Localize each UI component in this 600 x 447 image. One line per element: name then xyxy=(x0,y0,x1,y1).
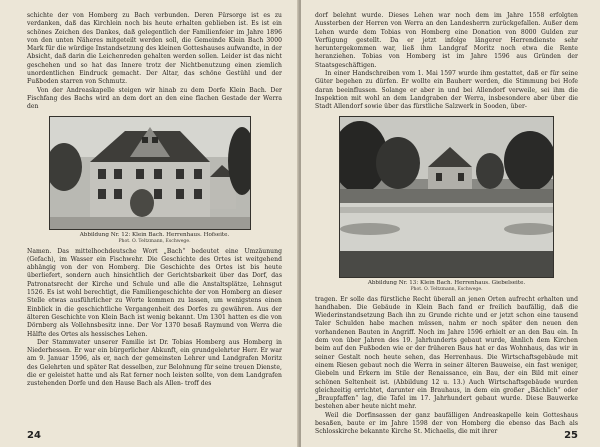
right-page xyxy=(301,0,600,447)
right-paragraph-1: dorf belehnt wurde. Dieses Lehen war noch dem im Jahre 1558 erfolgten Aussterben der Herren von Werra an den Landesherrn zurückgefallen. Außer dem Lehen wurde dem Tobias von Homberg eine Donation von 8000 Gulden zur Verfügung gestellt. Da er jetzt infolge längerer Herrendienste sehr heruntergekommen war, ließ ihm Landgraf Moritz noch etwa die Rente heranziehen. Tobias von Homberg ist im Jahre 1596 aus Gründen der Staatsgeschäftigen. xyxy=(315,12,578,69)
page-number-left: 24 xyxy=(27,430,41,441)
left-paragraph-3: Namen. Das mittelhochdeutsche Wort „Bach“ bedeutet eine Umzäunung (Gefach), im Wasser ein Fischwehr. Die Geschichte des Ortes ist weitgehend abhängig von der von Homberg. Die Geschichte des Ortes ist bis heute überliefert, sondern auch hinsichtlich der Gerichtsbarkeit über das Dorf, das Patronatsrecht der Kirche und Schule und alle die Anstaltsplätze, Lehnsgut 1526. Es ist wohl berechtigt, die Familiengeschichte der von Homberg an dieser Stelle etwas ausführlicher zu Worte kommen zu lassen, um wenigstens einen Einblick in die geschichtliche Vergangenheit des Dorfes zu gewähren. Aus der älteren Geschichte von Klein Bach ist wenig bekannt. Um 1301 hatten es die von Dörnberg als Vollehnsbesitz inne. Der Vor 1370 besaß Raymund von Werra die Hälfte des Ortes als hessisches Lehen. xyxy=(27,247,282,338)
photo-manor-courtyard xyxy=(49,116,251,230)
figure-12-credit: Phot. O. Teltzmann, Eschwege. xyxy=(118,238,191,244)
figure-13-caption: Abbildung Nr. 13: Klein Bach. Herrenhaus. Giebelseite. xyxy=(367,279,526,286)
right-paragraph-3: tragen. Er solle das fürstliche Recht überall an jenen Orten aufrecht erhalten und handhaben. Die Gebäude in Klein Bach fand er freilich baufällig, daß die Wiederinstandsetzung Bach ihn zu Grunde richte und er jetzt schon eine tausend Taler Schulden habe machen müssen, nahm er noch später den neuen den vorhandenen Bauten in Angriff. Noch im Jahre 1596 erhielt er an den Bau ein. In dem von über Jahren des 19. Jahrhunderts gebaut wurde, ähnlich dem Kirchen beim auf den Fußboden wie er der früheren Baus hat er das Wohnhaus, das wir in seiner Gestalt noch heute sehen, das Herrenhaus. Die Wirtschaftsgebäude mit einem Riesen gebaut noch die Werra in seiner älteren Bauweise, ein fast weniger, Giebeln und Erkern im Stile der Renaissance, ein Bau, der ein Bild mit einer schönen Seltenheit ist. (Abbildung 12 u. 13.) Auch Wirtschaftsgebäude wurden gleichzeitig errichtet, darunter ein Brauhaus, in dem ein großer „Bächlich“ oder „Braupfaffen“ lag, die Tafel im 17. Jahrhundert gebaut wurde. Diese Bauwerke bestehen aber heute nicht mehr. xyxy=(315,295,578,411)
figure-13 xyxy=(315,116,578,293)
left-page xyxy=(0,0,299,447)
figure-12-caption: Abbildung Nr. 12: Klein Bach. Herrenhaus. Hofseite. xyxy=(79,231,230,238)
left-paragraph-2: Von der Andreaskapelle steigen wir hinab zu dem Dorfe Klein Bach. Der Fischfang des Bachs wird an dem dort an den eine flachen Gestade der Werra den xyxy=(27,86,282,111)
figure-12 xyxy=(27,116,282,245)
right-paragraph-2: In einer Handschreiben vom 1. Mai 1597 wurde ihm gestattet, daß er für seine Güter begehen zu dürfen. Er wollte ein Bauherr werden, die Stimmung bei Hofe daran beeinflussen. Solange er aber in und bei Allendorf verweile, sei ihm die Inspektion mit wohl an dem Landgraben der Werra, insbesondere aber über die Stadt Allendorf sowie über das fürstliche Salzwerk in Sooden, über- xyxy=(315,70,578,111)
left-paragraph-4: Der Stammvater unserer Familie ist Dr. Tobias Homberg aus Homberg in Niederhessen. Er war ein bürgerlicher Abkunft, ein grundgelehrter Herr. Er war am 9. Januar 1596, als er, nach der gemeinsten Lehrer und Landgrafen Moritz des Gelehrten und später Rat desselben, zur Belohnung für seine treuen Dienste, die er geleistet hatte und als Rat ferner noch leisten sollte, von dem Landgrafen zustehenden Dorfe und den Hause Bach als Allen- troff des xyxy=(27,338,282,388)
page-number-right: 25 xyxy=(564,430,578,441)
left-paragraph-1: schichte der von Homberg zu Bach verbunden. Deren Fürsorge ist es zu verdanken, daß das Kirchlein noch bis heute erhalten geblieben ist. Es ist ein schönes Zeichen des Dankes, daß gelegentlich der Familienfeier im Jahre 1896 von den unten Näheres mitgeteilt werden soll, die Gemeinde Klein Bach 3000 Mark für die würdige Instandsetzung des kleinen Gotteshauses aufwandte, in der Absicht, daß darin die Leichenreden gehalten werden sollen. Leider ist das nicht geschehen und so hat das Innere trotz der Nichtbenutzung einen ziemlich unordentlichen Eindruck gemacht. Der Altar, das schöne Gestühl und der Fußboden starren von Schmutz. xyxy=(27,12,282,86)
figure-13-credit: Phot. O. Teltzmann, Eschwege. xyxy=(410,286,483,292)
photo-manor-gable xyxy=(339,116,554,278)
right-paragraph-4: Weil die Dorfinsassen der ganz baufälligen Andreaskapelle kein Gotteshaus besaßen, baute er im Jahre 1598 der von Homberg die ebenso das Bach als Schlosskirche bekannte Kirche St. Michaelis, die mit ihrer xyxy=(315,411,578,436)
